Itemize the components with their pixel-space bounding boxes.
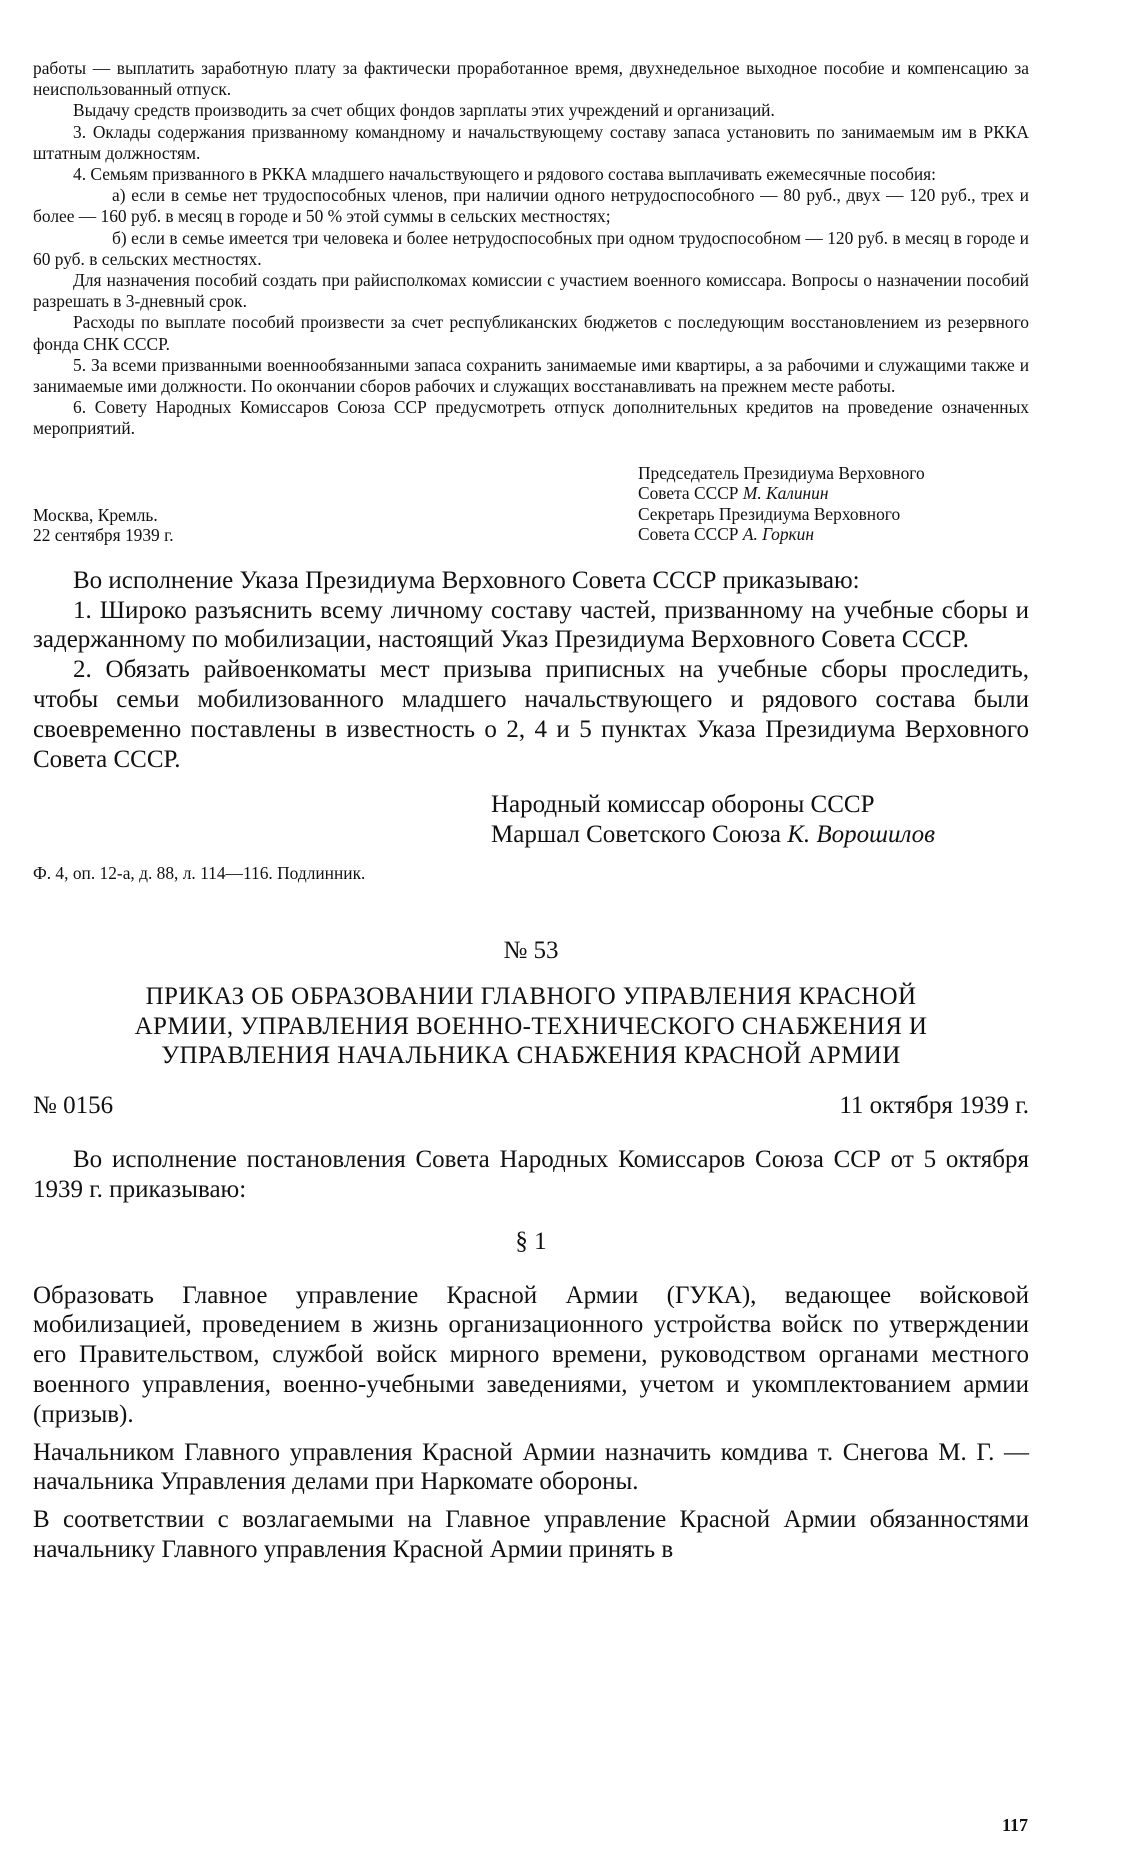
commissar-signature xyxy=(491,790,1029,850)
paragraph: Выдачу средств производить за счет общих фондов зарплаты этих учреждений и организаций. xyxy=(73,100,775,121)
paragraph: а) если в семье нет трудоспособных членов, при наличии одного нетрудоспособного — 80 руб., двух — 120 руб., трех и более — 160 руб. в месяц в городе и 50 % этой суммы в сельских местностях; xyxy=(33,185,1029,227)
chair-line xyxy=(638,483,1029,504)
secretary-name: А. Горкин xyxy=(742,524,815,545)
title-line: УПРАВЛЕНИЯ НАЧАЛЬНИКА СНАБЖЕНИЯ КРАСНОЙ АРМИИ xyxy=(161,1042,901,1070)
chair-name: М. Калинин xyxy=(742,483,829,504)
commissar-name: К. Ворошилов xyxy=(787,821,936,849)
paragraph: 5. За всеми призванными военнообязанными запаса сохранить занимаемые ими квартиры, а за рабочими и служащими также и занимаемые ими должности. По окончании сборов рабочих и служащих восстанавливать на прежнем месте работы. xyxy=(33,354,1029,397)
paragraph: работы — выплатить заработную плату за фактически проработанное время, двухнедельное выходное пособие и компенсацию за неиспользованный отпуск. xyxy=(33,58,1029,100)
paragraph: 6. Совету Народных Комиссаров Союза ССР предусмотреть отпуск дополнительных кредитов на проведение означенных мероприятий. xyxy=(33,397,1029,439)
paragraph: б) если в семье имеется три человека и более нетрудоспособных при одном трудоспособном — 120 руб. в месяц в городе и 60 руб. в сельских местностях. xyxy=(33,227,1029,269)
page-number: 117 xyxy=(1001,1815,1028,1835)
place-date xyxy=(33,463,638,546)
secretary-line xyxy=(638,524,1029,545)
paragraph: 1. Широко разъяснить всему личному составу частей, призванному на учебные сборы и задержанному по мобилизации, настоящий Указ Президиума Верховного Совета СССР. xyxy=(33,596,1029,654)
signing-place: Москва, Кремль. xyxy=(33,504,158,525)
section-body xyxy=(33,1281,1029,1565)
archive-reference: Ф. 4, оп. 12-а, д. 88, л. 114—116. Подлинник. xyxy=(33,863,366,884)
paragraph: Для назначения пособий создать при райисполкомах комиссии с участием военного комиссара. Вопросы о назначении пособий разрешать в 3-дневный срок. xyxy=(33,270,1029,312)
order-number-date xyxy=(33,1091,1029,1121)
commissar-title: Народный комиссар обороны СССР xyxy=(491,791,875,819)
paragraph: Начальником Главного управления Красной Армии назначить комдива т. Снегова М. Г. — начальника Управления делами при Наркомате обороны. xyxy=(33,1438,1029,1496)
document-title xyxy=(33,982,1029,1071)
signatories xyxy=(638,463,1029,546)
document-number: № 53 xyxy=(503,937,559,965)
decree-signatures xyxy=(33,463,1029,546)
defense-order xyxy=(33,566,1029,775)
title-line: ПРИКАЗ ОБ ОБРАЗОВАНИИ ГЛАВНОГО УПРАВЛЕНИЯ КРАСНОЙ xyxy=(145,983,917,1011)
paragraph: В соответствии с возлагаемыми на Главное управление Красной Армии обязанностями начальнику Главного управления Красной Армии принять в xyxy=(33,1506,1029,1563)
paragraph: 3. Оклады содержания призванному командному и начальствующему составу запаса установить по занимаемым им в РККА штатным должностям. xyxy=(33,121,1029,163)
decree-continuation xyxy=(33,58,1029,440)
order-number: № 0156 xyxy=(33,1091,114,1119)
commissar-line xyxy=(491,820,1029,850)
secretary-title: Секретарь Президиума Верховного xyxy=(638,503,901,524)
chair-title-end: Совета СССР xyxy=(638,483,739,504)
section-sign: § 1 xyxy=(515,1227,547,1255)
paragraph: Расходы по выплате пособий произвести за счет республиканских бюджетов с последующим восстановлением из резервного фонда СНК СССР. xyxy=(33,312,1029,354)
secretary-title-end: Совета СССР xyxy=(638,524,739,545)
preamble xyxy=(33,1145,1029,1205)
commissar-rank: Маршал Советского Союза xyxy=(491,821,781,849)
paragraph: 2. Обязать райвоенкоматы мест призыва приписных на учебные сборы проследить, чтобы семьи мобилизованного младшего начальствующего и рядового состава были своевременно поставлены в известность о 2, 4 и 5 пунктах Указа Президиума Верховного Совета СССР. xyxy=(33,656,1029,773)
signing-date: 22 сентября 1939 г. xyxy=(33,525,174,546)
paragraph: Образовать Главное управление Красной Армии (ГУКА), ведающее войсковой мобилизацией, проведением в жизнь организационного устройства войск по утверждении его Правительством, службой войск мирного времени, руководством органами местного военного управления, военно-учебными заведениями, учетом и укомплектованием армии (призыв). xyxy=(33,1281,1029,1428)
order-date: 11 октября 1939 г. xyxy=(839,1091,1029,1119)
title-line: АРМИИ, УПРАВЛЕНИЯ ВОЕННО-ТЕХНИЧЕСКОГО СНАБЖЕНИЯ И xyxy=(134,1012,928,1040)
paragraph: 4. Семьям призванного в РККА младшего начальствующего и рядового состава выплачивать ежемесячные пособия: xyxy=(73,164,936,185)
paragraph: Во исполнение Указа Президиума Верховного Совета СССР приказываю: xyxy=(73,566,860,594)
paragraph: Во исполнение постановления Совета Народных Комиссаров Союза ССР от 5 октября 1939 г. приказываю: xyxy=(33,1145,1029,1203)
chair-title: Председатель Президиума Верховного xyxy=(638,462,925,483)
